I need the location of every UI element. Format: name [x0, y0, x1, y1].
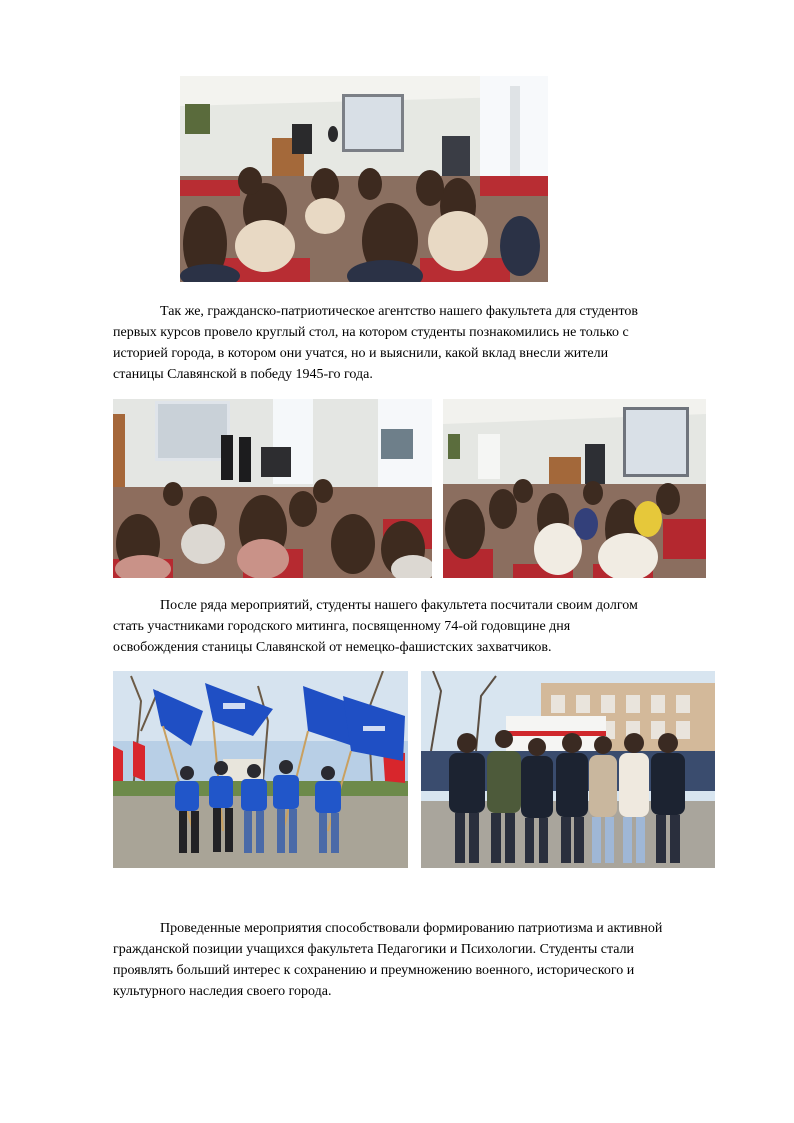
paragraph-line: проявлять больший интерес к сохранению и преумножению военного, исторического и: [113, 963, 635, 978]
paragraph-line: первых курсов провело круглый стол, на котором студенты познакомились не только с: [113, 325, 629, 340]
rally-flags-photo: [113, 671, 408, 868]
paragraph-rally: [113, 595, 713, 658]
paragraph-line: историей города, в котором они учатся, но и выяснили, какой вклад внесли жители: [113, 346, 609, 361]
paragraph-line: культурного наследия своего города.: [113, 984, 332, 999]
paragraph-conclusion: [113, 918, 713, 1002]
rally-group-photo: [421, 671, 715, 868]
round-table-right-photo: [443, 399, 706, 578]
paragraph-line: Проведенные мероприятия способствовали формированию патриотизма и активной: [160, 921, 663, 936]
round-table-left-photo: [113, 399, 432, 578]
paragraph-line: гражданской позиции учащихся факультета Педагогики и Психологии. Студенты стали: [113, 942, 635, 957]
paragraph-round-table: [113, 301, 713, 385]
paragraph-line: Так же, гражданско-патриотическое агентство нашего факультета для студентов: [160, 304, 639, 319]
paragraph-line: стать участниками городского митинга, посвященному 74-ой годовщине дня: [113, 619, 571, 634]
lecture-hall-photo: [180, 76, 548, 282]
paragraph-line: освобождения станицы Славянской от немецко-фашистских захватчиков.: [113, 640, 552, 655]
paragraph-line: После ряда мероприятий, студенты нашего факультета посчитали своим долгом: [160, 598, 638, 613]
paragraph-line: станицы Славянской в победу 1945-го года.: [113, 367, 373, 382]
